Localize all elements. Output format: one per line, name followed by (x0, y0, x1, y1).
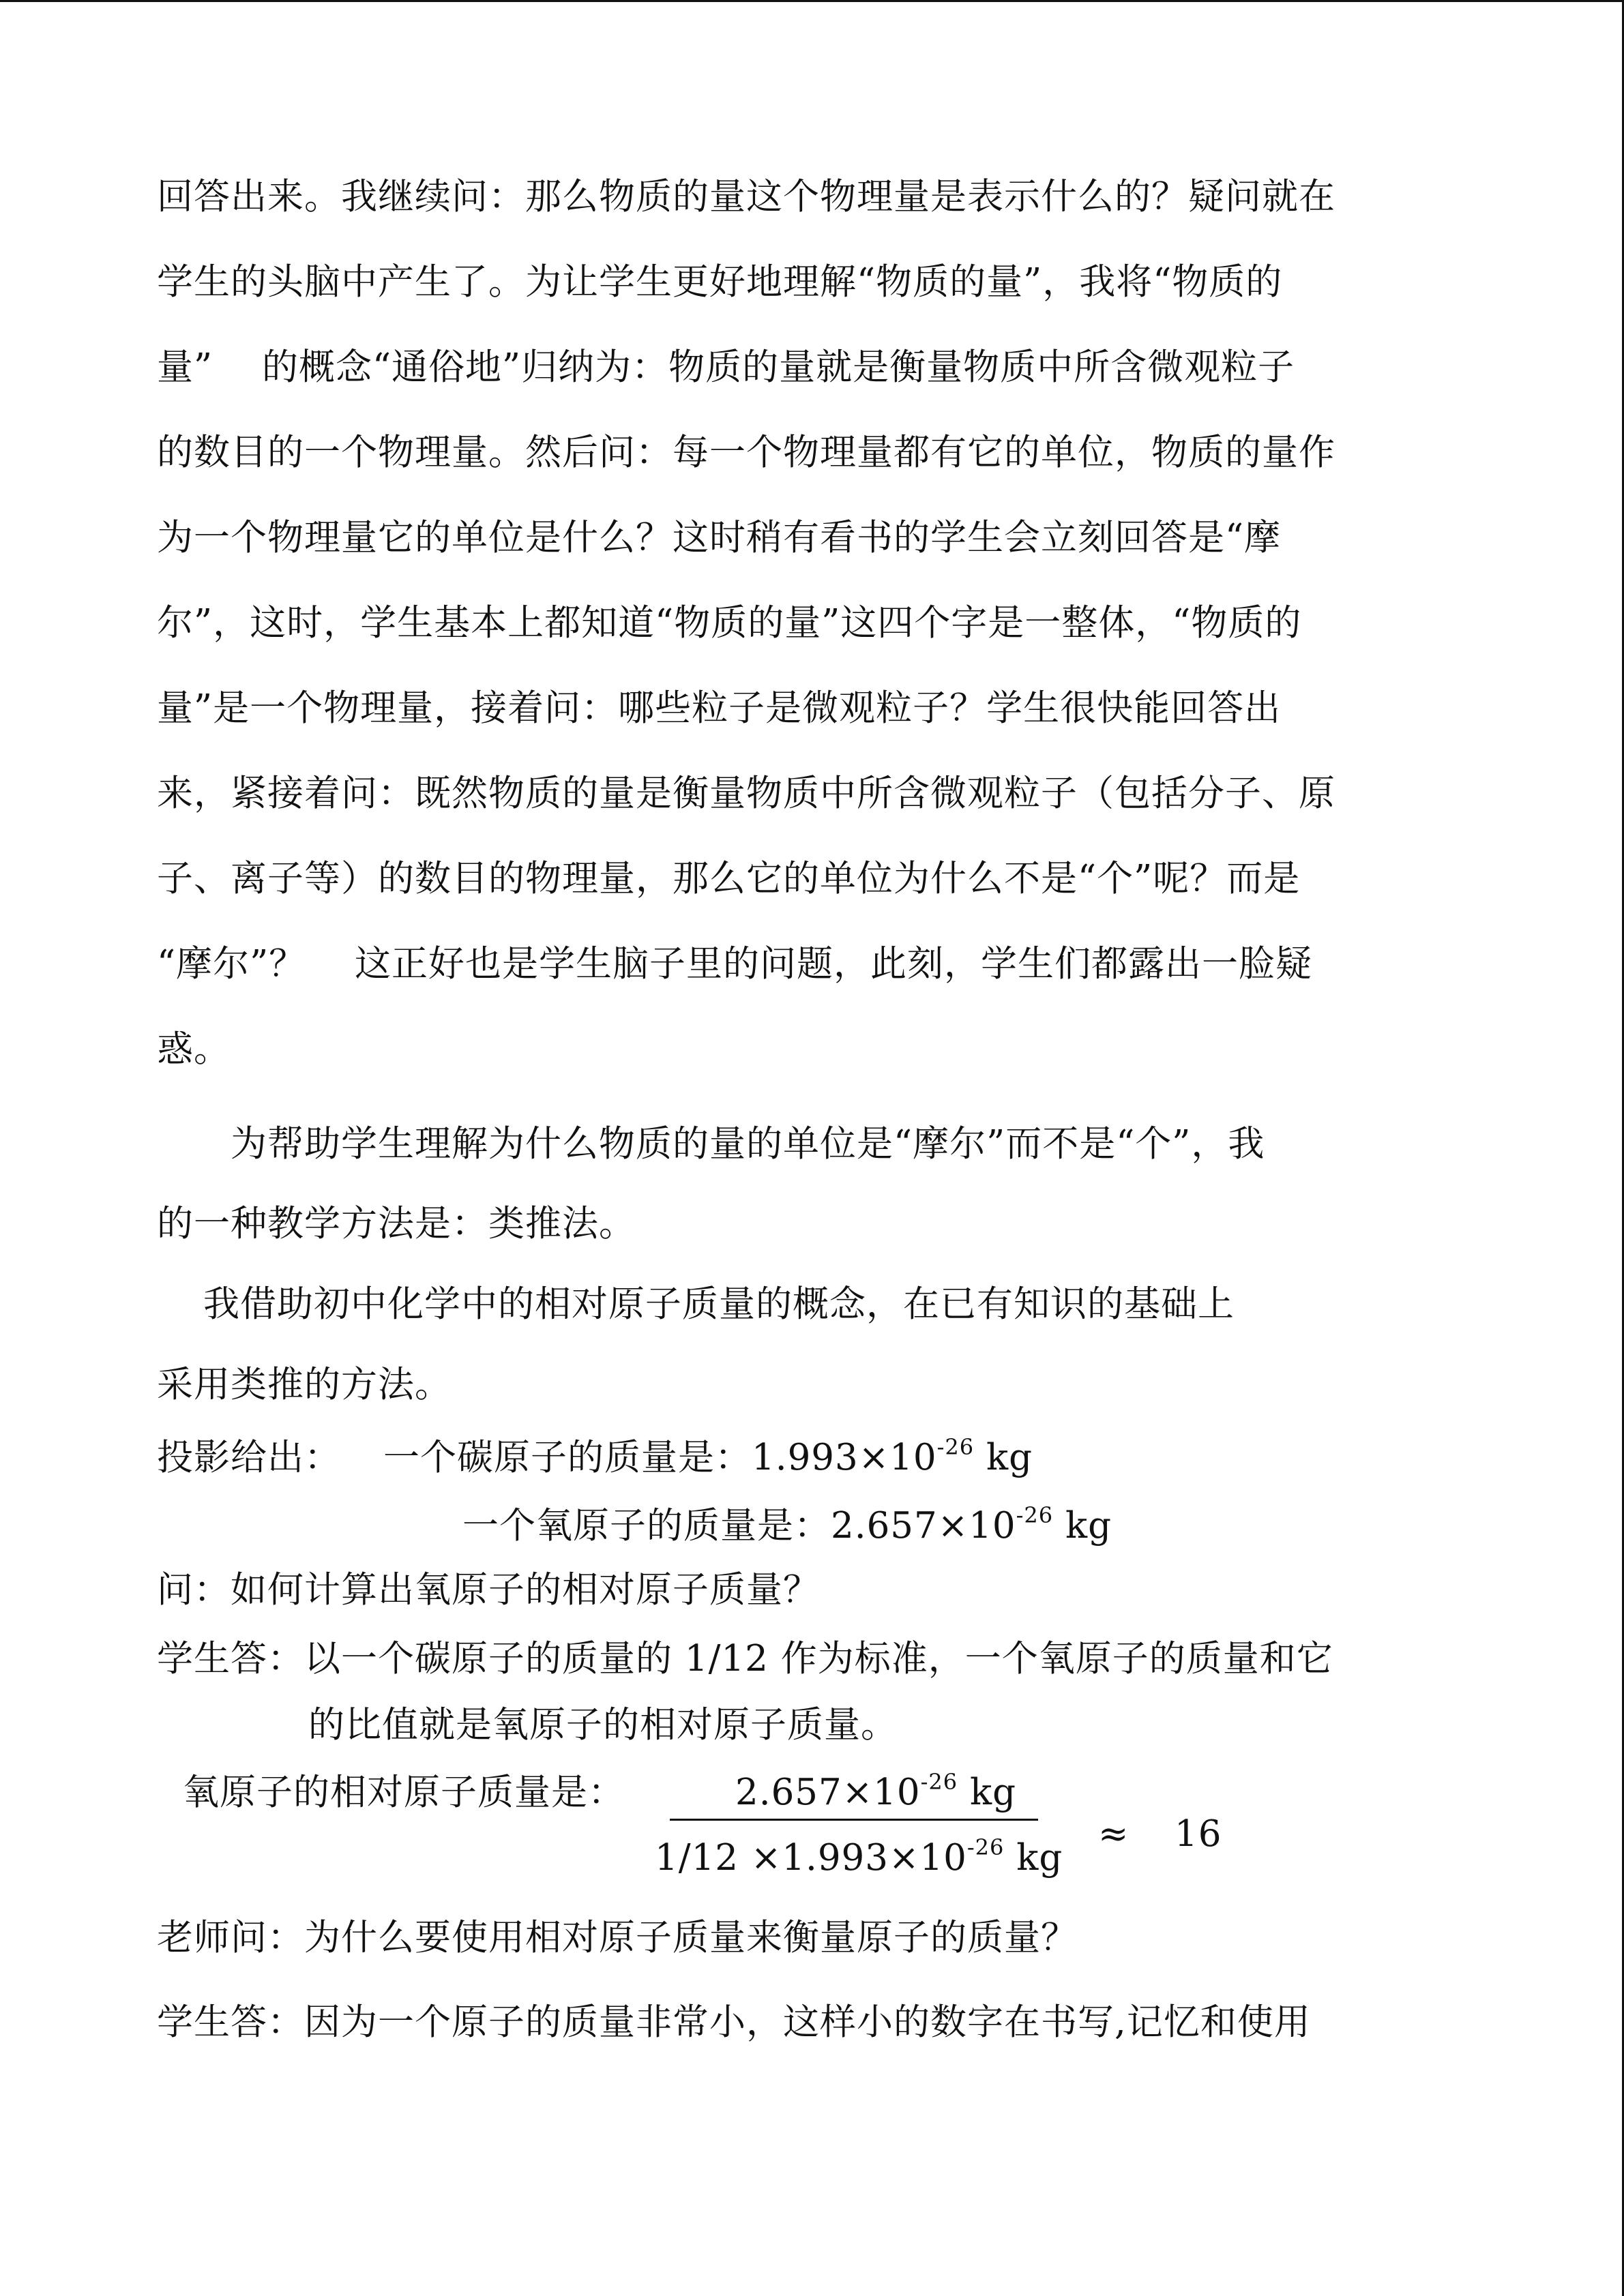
paragraph-1-line-2: 学生的头脑中产生了。为让学生更好地理解“物质的量”，我将“物质的 (157, 261, 1283, 303)
oxygen-mass-line (462, 1502, 1112, 1550)
carbon-mass-unit: kg (974, 1437, 1033, 1478)
oxygen-mass-exponent: -26 (1016, 1502, 1054, 1528)
question-2: 老师问：为什么要使用相对原子质量来衡量原子的质量？ (157, 1917, 1078, 1958)
paragraph-1-line-9: 子、离子等）的数目的物理量，那么它的单位为什么不是“个”呢？而是 (157, 858, 1301, 899)
paragraph-1-line-11: 惑。 (157, 1028, 231, 1070)
paragraph-1-line-1: 回答出来。我继续问：那么物质的量这个物理量是表示什么的？疑问就在 (157, 176, 1335, 218)
paragraph-3-line-2: 采用类推的方法。 (157, 1364, 452, 1405)
projection-label: 投影给出： (157, 1437, 341, 1478)
denominator-text: 1/12 ×1.993×10 (655, 1837, 967, 1879)
numerator-unit: kg (958, 1772, 1016, 1813)
formula-denominator (655, 1834, 1063, 1882)
answer-2: 学生答：因为一个原子的质量非常小，这样小的数字在书写,记忆和使用 (157, 2001, 1311, 2043)
carbon-mass-exponent: -26 (936, 1434, 975, 1460)
numerator-text: 2.657×10 (735, 1772, 921, 1813)
oxygen-mass-unit: kg (1053, 1505, 1112, 1547)
page-top-border (0, 0, 1624, 2)
denominator-exponent: -26 (966, 1834, 1005, 1860)
oxygen-mass-text: 一个氧原子的质量是：2.657×10 (462, 1505, 1016, 1547)
paragraph-1-line-8: 来，紧接着问：既然物质的量是衡量物质中所含微观粒子（包括分子、原 (157, 773, 1335, 814)
formula-result: 16 (1175, 1813, 1222, 1855)
numerator-exponent: -26 (920, 1769, 958, 1795)
paragraph-1-line-4: 的数目的一个物理量。然后问：每一个物理量都有它的单位，物质的量作 (157, 432, 1335, 473)
answer-1-line-2: 的比值就是氧原子的相对原子质量。 (308, 1704, 898, 1746)
paragraph-1-line-7: 量”是一个物理量，接着问：哪些粒子是微观粒子？学生很快能回答出 (157, 687, 1282, 729)
paragraph-2-line-1: 为帮助学生理解为什么物质的量的单位是“摩尔”而不是“个”，我 (231, 1123, 1265, 1165)
formula-label: 氧原子的相对原子质量是： (183, 1772, 625, 1813)
question-1: 问：如何计算出氧原子的相对原子质量？ (157, 1569, 820, 1611)
paragraph-3-line-1: 我借助初中化学中的相对原子质量的概念，在已有知识的基础上 (203, 1283, 1235, 1325)
paragraph-1-line-6: 尔”，这时，学生基本上都知道“物质的量”这四个字是一整体，“物质的 (157, 602, 1302, 644)
formula-numerator (735, 1769, 1016, 1817)
carbon-mass-line (383, 1434, 1033, 1482)
paragraph-1-line-5: 为一个物理量它的单位是什么？这时稍有看书的学生会立刻回答是“摩 (157, 517, 1282, 558)
carbon-mass-text: 一个碳原子的质量是：1.993×10 (383, 1437, 937, 1478)
denominator-unit: kg (1004, 1837, 1063, 1879)
answer-1-line-1: 学生答：以一个碳原子的质量的 1/12 作为标准，一个氧原子的质量和它 (157, 1638, 1333, 1680)
approx-symbol: ≈ (1098, 1813, 1130, 1855)
paragraph-1-line-10: “摩尔”？ 这正好也是学生脑子里的问题，此刻，学生们都露出一脸疑 (157, 943, 1313, 985)
fraction-bar (670, 1819, 1038, 1821)
paragraph-2-line-2: 的一种教学方法是：类推法。 (157, 1203, 636, 1244)
paragraph-1-line-3: 量” 的概念“通俗地”归纳为：物质的量就是衡量物质中所含微观粒子 (157, 346, 1295, 388)
